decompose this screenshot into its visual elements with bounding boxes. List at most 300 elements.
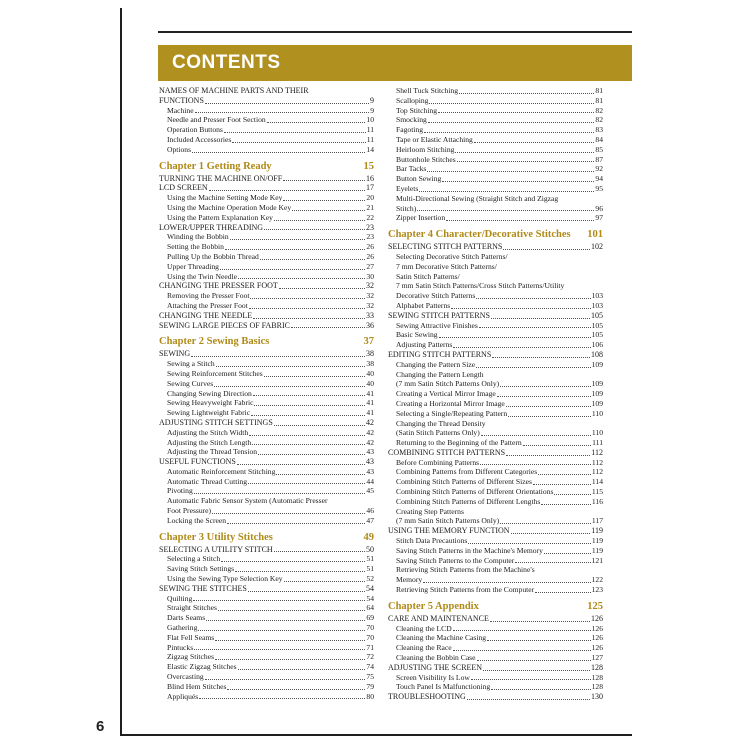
toc-subsection-entry[interactable] [159,486,374,496]
toc-entry-title: Multi-Directional Sewing (Straight Stitch and Zigzag [396,193,559,203]
toc-subsection-entry[interactable] [159,106,374,116]
toc-subsection-entry[interactable] [388,321,603,331]
toc-subsection-entry[interactable] [159,135,374,145]
toc-section-entry[interactable] [159,281,374,291]
dot-leader [487,640,591,641]
toc-page-number: 41 [366,398,374,408]
dot-leader [220,269,365,270]
toc-subsection-entry[interactable] [388,428,603,438]
toc-section-entry[interactable] [159,457,374,467]
dot-leader [199,698,365,699]
toc-subsection-entry[interactable] [159,652,374,662]
toc-page-number: 85 [595,144,603,154]
toc-entry-title: Memory [396,575,423,585]
toc-entry-title: Sewing Heavyweight Fabric [167,398,254,408]
toc-subsection-entry[interactable] [388,184,603,194]
dot-leader [260,259,366,260]
chapter-title: Chapter 2 Sewing Basics [159,336,270,348]
toc-entry-title: Eyelets [396,183,419,193]
toc-page-number: 36 [366,320,374,330]
toc-subsection-entry[interactable] [159,398,374,408]
toc-section-entry[interactable] [388,526,603,536]
toc-entry-title: Setting the Bobbin [167,242,224,252]
toc-subsection-entry[interactable] [159,506,374,516]
dot-leader [283,180,365,181]
toc-page-number: 109 [591,398,603,408]
toc-entry-title: (Satin Stitch Patterns Only) [396,428,480,438]
toc-subsection-entry[interactable] [388,291,603,301]
toc-entry-title: Decorative Stitch Patterns [396,291,476,301]
toc-entry-title: CARE AND MAINTENANCE [388,613,489,623]
toc-subsection-entry[interactable] [388,252,603,262]
toc-entry-title: Zigzag Stitches [167,652,215,662]
toc-entry-title: Sewing Reinforcement Stitches [167,368,263,378]
toc-entry-title: Changing the Pattern Size [396,359,476,369]
toc-section-entry[interactable] [159,86,374,96]
dot-leader [249,308,366,309]
dot-leader [291,327,365,328]
dot-leader [215,640,365,641]
toc-subsection-entry[interactable] [388,682,603,692]
toc-page-number: 102 [591,242,603,252]
dot-leader [254,405,365,406]
toc-page-number: 40 [366,378,374,388]
toc-entry-title: Using the Pattern Explanation Key [167,212,273,222]
toc-subsection-entry[interactable] [388,399,603,409]
toc-subsection-entry[interactable] [159,369,374,379]
toc-entry-title: Automatic Reinforcement Stitching [167,466,276,476]
dot-leader [453,630,591,631]
dot-leader [500,386,590,387]
toc-page-number: 45 [366,486,374,496]
toc-subsection-entry[interactable] [388,330,603,340]
toc-page-number: 23 [366,222,374,232]
toc-entry-title: Retrieving Stitch Patterns from the Computer [396,585,535,595]
dot-leader [248,591,365,592]
toc-subsection-entry[interactable] [388,633,603,643]
dot-leader [279,288,365,289]
dot-leader [480,464,591,465]
dot-leader [235,571,365,572]
toc-section-entry[interactable] [159,174,374,184]
dot-leader [227,689,365,690]
toc-entry-title: Fagoting [396,125,424,135]
toc-subsection-entry[interactable] [159,193,374,203]
toc-subsection-entry[interactable] [159,447,374,457]
toc-left-column [159,86,374,701]
toc-subsection-entry[interactable] [388,546,603,556]
toc-subsection-entry[interactable] [388,487,603,497]
toc-subsection-entry[interactable] [159,564,374,574]
toc-entry-title: Creating Step Patterns [396,506,464,516]
chapter-heading[interactable] [159,161,374,173]
dot-leader [283,200,365,201]
dot-leader [264,229,365,230]
toc-entry-title: Combining Stitch Patterns of Different Lengths [396,496,541,506]
toc-page-number: 43 [366,447,374,457]
dot-leader [274,425,365,426]
toc-section-entry[interactable] [388,448,603,458]
toc-page-number: 38 [366,349,374,359]
toc-page-number: 126 [591,633,603,643]
toc-subsection-entry[interactable] [388,281,603,291]
toc-entry-title: Sewing a Stitch [167,359,215,369]
dot-leader [506,455,590,456]
toc-section-entry[interactable] [388,614,603,624]
toc-page-number: 117 [591,516,603,526]
toc-entry-title: Upper Threading [167,261,219,271]
toc-subsection-entry[interactable] [388,507,603,517]
toc-subsection-entry[interactable] [159,125,374,135]
dot-leader [535,592,590,593]
toc-page-number: 103 [591,291,603,301]
toc-page-number: 116 [591,496,603,506]
toc-section-entry[interactable] [388,311,603,321]
dot-leader [442,181,594,182]
dot-leader [427,171,594,172]
toc-subsection-entry[interactable] [159,252,374,262]
toc-entry-title: USEFUL FUNCTIONS [159,457,236,467]
toc-page-number: 51 [366,554,374,564]
dot-leader [417,210,594,211]
toc-page-number: 119 [591,545,603,555]
toc-subsection-entry[interactable] [159,574,374,584]
dot-leader [193,600,365,601]
toc-subsection-entry[interactable] [388,643,603,653]
toc-entry-title: EDITING STITCH PATTERNS [388,349,492,359]
dot-leader [424,132,594,133]
toc-page-number: 82 [595,115,603,125]
toc-subsection-entry[interactable] [159,213,374,223]
dot-leader [267,122,366,123]
toc-entry-title: Creating a Horizontal Mirror Image [396,398,505,408]
chapter-title: Chapter 4 Character/Decorative Stitches [388,229,571,241]
toc-entry-title: Sewing Attractive Finishes [396,320,478,330]
toc-entry-title: 7 mm Decorative Stitch Patterns/ [396,261,497,271]
toc-entry-title: Appliqués [167,691,199,701]
toc-section-entry[interactable] [159,545,374,555]
toc-page-number: 32 [366,291,374,301]
toc-subsection-entry[interactable] [159,623,374,633]
dot-leader [232,142,365,143]
chapter-page-number: 15 [363,160,374,172]
toc-subsection-entry[interactable] [388,673,603,683]
toc-subsection-entry[interactable] [388,145,603,155]
dot-leader [481,435,591,436]
toc-subsection-entry[interactable] [159,662,374,672]
toc-page-number: 14 [366,144,374,154]
toc-page-number: 112 [591,457,603,467]
toc-subsection-entry[interactable] [159,242,374,252]
toc-subsection-entry[interactable] [388,125,603,135]
dot-leader [541,504,591,505]
toc-page-number: 9 [370,105,374,115]
toc-section-entry[interactable] [159,96,374,106]
dot-leader [221,561,365,562]
dot-leader [250,298,365,299]
toc-subsection-entry[interactable] [388,360,603,370]
toc-subsection-entry[interactable] [159,672,374,682]
toc-entry-title: Sewing Curves [167,378,214,388]
dot-leader [218,610,365,611]
toc-entry-title: Adjusting the Stitch Width [167,427,249,437]
toc-subsection-entry[interactable] [388,164,603,174]
toc-subsection-entry[interactable] [388,106,603,116]
dot-leader [224,132,366,133]
toc-page-number: 105 [591,320,603,330]
toc-subsection-entry[interactable] [159,408,374,418]
toc-subsection-entry[interactable] [388,340,603,350]
toc-page-number: 22 [366,212,374,222]
toc-subsection-entry[interactable] [388,536,603,546]
toc-page-number: 47 [366,515,374,525]
toc-entry-title: Cleaning the Bobbin Case [396,653,476,663]
toc-subsection-entry[interactable] [388,155,603,165]
toc-page-number: 41 [366,388,374,398]
toc-subsection-entry[interactable] [159,496,374,506]
toc-page-number: 87 [595,154,603,164]
toc-entry-title: Adjusting the Stitch Length [167,437,252,447]
toc-entry-title: Stitch) [396,203,417,213]
toc-subsection-entry[interactable] [159,272,374,282]
toc-entry-title: Darts Seams [167,613,206,623]
toc-entry-title: LCD SCREEN [159,183,208,193]
toc-subsection-entry[interactable] [388,86,603,96]
chapter-heading[interactable] [159,336,374,348]
toc-entry-title: Cleaning the Race [396,643,452,653]
toc-page-number: 52 [366,574,374,584]
toc-subsection-entry[interactable] [388,370,603,380]
toc-subsection-entry[interactable] [388,565,603,575]
chapter-page-number: 37 [363,336,374,348]
toc-entry-title: Included Accessories [167,134,232,144]
toc-subsection-entry[interactable] [388,653,603,663]
dot-leader [423,582,590,583]
toc-entry-title: Selecting a Single/Repeating Pattern [396,408,508,418]
dot-leader [467,699,590,700]
toc-entry-title: CHANGING THE NEEDLE [159,310,253,320]
toc-page-number: 27 [366,261,374,271]
toc-entry-title: Selecting Decorative Stitch Patterns/ [396,251,508,261]
toc-subsection-entry[interactable] [159,692,374,702]
toc-page-number: 119 [591,536,603,546]
toc-subsection-entry[interactable] [159,633,374,643]
toc-subsection-entry[interactable] [159,603,374,613]
toc-entry-title: SELECTING A UTILITY STITCH [159,544,273,554]
toc-page-number: 43 [366,466,374,476]
toc-subsection-entry[interactable] [388,409,603,419]
dot-leader [459,93,594,94]
toc-subsection-entry[interactable] [388,467,603,477]
toc-entry-title: FUNCTIONS [159,95,204,105]
page-number: 6 [96,718,105,735]
toc-entry-title: Selecting a Stitch [167,554,221,564]
dot-leader [506,406,591,407]
toc-entry-title: SEWING STITCH PATTERNS [388,310,490,320]
toc-page-number: 79 [366,681,374,691]
toc-entry-title: Changing Sewing Direction [167,388,252,398]
toc-subsection-entry[interactable] [388,419,603,429]
dot-leader [419,191,594,192]
toc-subsection-entry[interactable] [388,301,603,311]
toc-subsection-entry[interactable] [159,554,374,564]
chapter-heading[interactable] [388,601,603,613]
toc-section-entry[interactable] [159,223,374,233]
toc-section-entry[interactable] [388,242,603,252]
toc-subsection-entry[interactable] [159,516,374,526]
toc-page-number: 10 [366,115,374,125]
toc-section-entry[interactable] [159,418,374,428]
toc-page-number: 112 [591,467,603,477]
toc-entry-title: Touch Panel Is Malfunctioning [396,682,491,692]
dot-leader [491,689,590,690]
toc-subsection-entry[interactable] [388,497,603,507]
toc-section-entry[interactable] [159,349,374,359]
chapter-heading[interactable] [159,532,374,544]
toc-page-number: 42 [366,417,374,427]
toc-subsection-entry[interactable] [388,477,603,487]
toc-page-number: 105 [591,330,603,340]
toc-section-entry[interactable] [159,183,374,193]
toc-entry-title: Changing the Pattern Length [396,369,484,379]
toc-subsection-entry[interactable] [388,194,603,204]
toc-section-entry[interactable] [388,663,603,673]
chapter-heading[interactable] [388,229,603,241]
dot-leader [508,416,591,417]
dot-leader [476,367,591,368]
toc-subsection-entry[interactable] [159,428,374,438]
toc-entry-title: Combining Patterns from Different Categories [396,467,538,477]
toc-subsection-entry[interactable] [388,272,603,282]
toc-entry-title: Combining Stitch Patterns of Different Sizes [396,477,532,487]
toc-entry-title: Removing the Presser Foot [167,291,250,301]
toc-entry-title: Shell Tuck Stitching [396,86,459,95]
dot-leader [198,630,365,631]
toc-page-number: 54 [366,593,374,603]
toc-entry-title: Straight Stitches [167,603,217,613]
toc-section-entry[interactable] [388,350,603,360]
toc-subsection-entry[interactable] [388,556,603,566]
dot-leader [237,464,365,465]
toc-subsection-entry[interactable] [388,96,603,106]
chapter-page-number: 49 [363,531,374,543]
toc-entry-title: COMBINING STITCH PATTERNS [388,447,506,457]
toc-page-number: 105 [591,310,603,320]
toc-subsection-entry[interactable] [159,682,374,692]
toc-subsection-entry[interactable] [159,301,374,311]
toc-section-entry[interactable] [159,584,374,594]
toc-page-number: 30 [366,271,374,281]
dot-leader [252,444,365,445]
toc-entry-title: ADJUSTING THE SCREEN [388,662,483,672]
dot-leader [206,620,365,621]
toc-page-number: 97 [595,213,603,223]
toc-page-number: 69 [366,613,374,623]
toc-subsection-entry[interactable] [159,594,374,604]
toc-subsection-entry[interactable] [388,174,603,184]
dot-leader [497,396,591,397]
toc-section-entry[interactable] [159,321,374,331]
toc-subsection-entry[interactable] [159,438,374,448]
toc-subsection-entry[interactable] [159,643,374,653]
toc-subsection-entry[interactable] [159,145,374,155]
toc-section-entry[interactable] [388,692,603,702]
toc-subsection-entry[interactable] [159,115,374,125]
toc-subsection-entry[interactable] [388,262,603,272]
toc-subsection-entry[interactable] [388,516,603,526]
toc-section-entry[interactable] [159,311,374,321]
toc-page-number: 44 [366,476,374,486]
toc-entry-title: Satin Stitch Patterns/ [396,271,460,281]
toc-page-number: 42 [366,437,374,447]
toc-subsection-entry[interactable] [159,467,374,477]
toc-subsection-entry[interactable] [388,213,603,223]
toc-page-number: 21 [366,202,374,212]
toc-entry-title: Basic Sewing [396,330,438,340]
toc-subsection-entry[interactable] [388,624,603,634]
toc-page-number: 51 [366,564,374,574]
toc-page-number: 106 [591,340,603,350]
dot-leader [212,513,365,514]
dot-leader [205,679,366,680]
toc-entry-title: Combining Stitch Patterns of Different Orientations [396,487,554,497]
toc-entry-title: Quilting [167,593,193,603]
toc-subsection-entry[interactable] [159,232,374,242]
toc-subsection-entry[interactable] [159,477,374,487]
toc-subsection-entry[interactable] [159,291,374,301]
toc-entry-title: LOWER/UPPER THREADING [159,222,264,232]
toc-subsection-entry[interactable] [159,379,374,389]
toc-subsection-entry[interactable] [388,585,603,595]
toc-subsection-entry[interactable] [388,458,603,468]
toc-subsection-entry[interactable] [388,389,603,399]
dot-leader [500,523,591,524]
dot-leader [491,318,590,319]
toc-page-number: 108 [591,349,603,359]
toc-subsection-entry[interactable] [388,115,603,125]
toc-page-number: 70 [366,623,374,633]
toc-subsection-entry[interactable] [159,203,374,213]
toc-subsection-entry[interactable] [388,204,603,214]
dot-leader [216,366,366,367]
toc-page-number: 81 [595,95,603,105]
toc-subsection-entry[interactable] [159,613,374,623]
dot-leader [471,679,591,680]
toc-page-number: 128 [591,662,603,672]
toc-subsection-entry[interactable] [159,359,374,369]
toc-subsection-entry[interactable] [159,389,374,399]
toc-subsection-entry[interactable] [388,438,603,448]
toc-entry-title: Adjusting the Thread Tension [167,447,258,457]
toc-page-number: 122 [591,575,603,585]
toc-page-number: 126 [591,613,603,623]
dot-leader [251,415,365,416]
dot-leader [503,249,590,250]
toc-page-number: 126 [591,643,603,653]
dot-leader [248,483,365,484]
dot-leader [457,161,595,162]
toc-subsection-entry[interactable] [388,379,603,389]
toc-entry-title: Foot Pressure) [167,506,212,516]
toc-subsection-entry[interactable] [388,135,603,145]
toc-entry-title: Tape or Elastic Attaching [396,134,473,144]
toc-page-number: 121 [591,555,603,565]
toc-entry-title: Stitch Data Precautions [396,536,468,546]
toc-subsection-entry[interactable] [388,575,603,585]
dot-leader [492,357,590,358]
toc-subsection-entry[interactable] [159,262,374,272]
toc-entry-title: Attaching the Presser Foot [167,300,248,310]
